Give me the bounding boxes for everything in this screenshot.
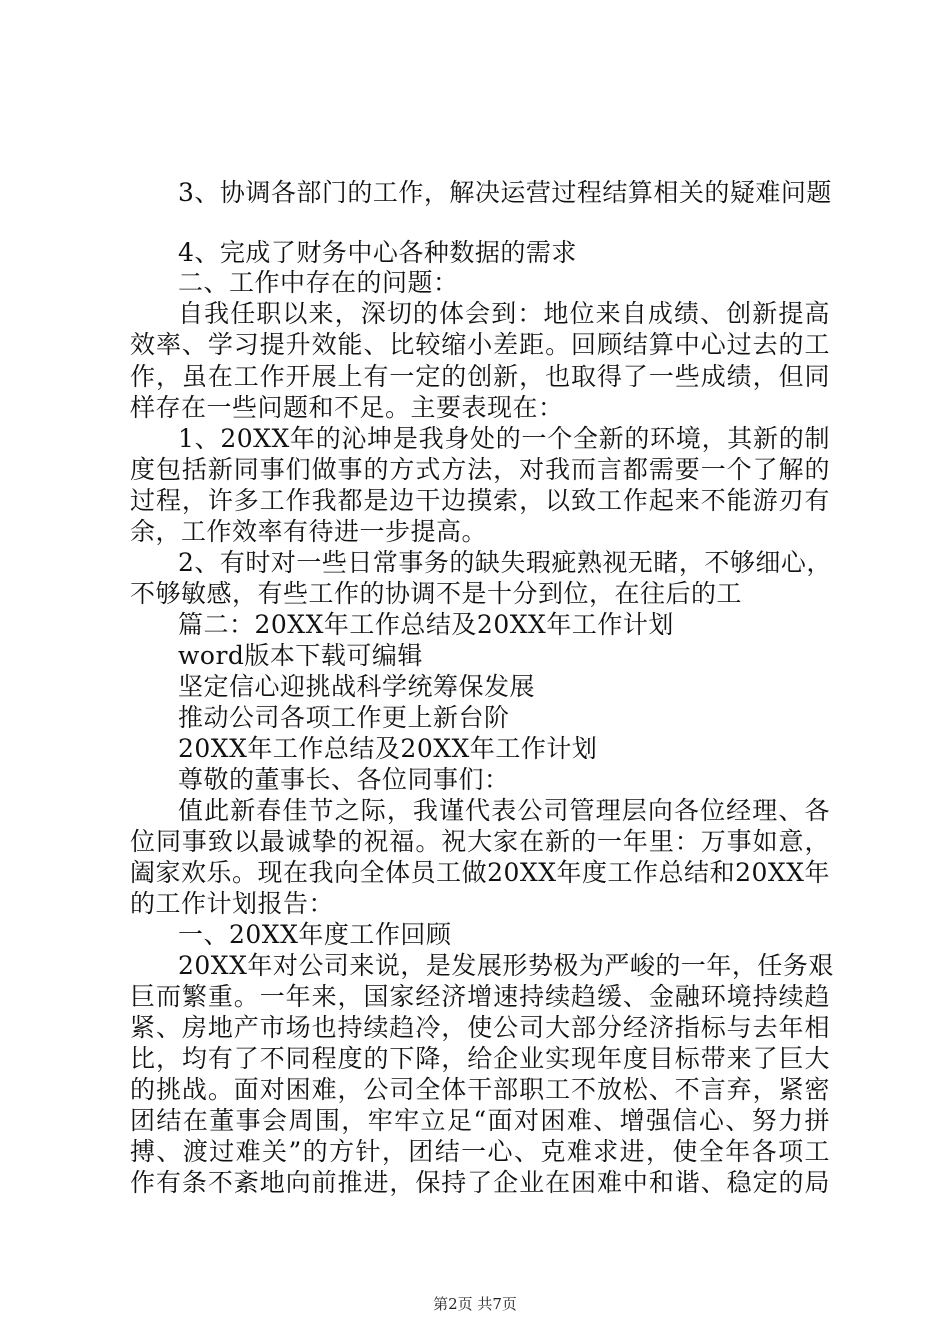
paragraph-line: 团结在董事会周围，牢牢立足“面对困难、增强信心、努力拼 bbox=[130, 1106, 830, 1135]
paragraph-line: 位同事致以最诚挚的祝福。祝大家在新的一年里：万事如意， bbox=[130, 827, 830, 856]
paragraph-line: 作有条不紊地向前推进，保持了企业在困难中和谐、稳定的局 bbox=[130, 1168, 830, 1197]
paragraph-line: 阖家欢乐。现在我向全体员工做20XX年度工作总结和20XX年 bbox=[130, 858, 830, 887]
paragraph-line: 1、20XX年的沁坤是我身处的一个全新的环境，其新的制 bbox=[178, 424, 830, 453]
paragraph-line: 不够敏感，有些工作的协调不是十分到位，在往后的工 bbox=[130, 579, 743, 608]
paragraph-line: 效率、学习提升效能、比较缩小差距。回顾结算中心过去的工 bbox=[130, 330, 830, 359]
paragraph-line: 搏、渡过难关”的方针，团结一心、克难求进，使全年各项工 bbox=[130, 1137, 830, 1166]
paragraph-line: 的工作计划报告： bbox=[130, 889, 335, 918]
paragraph-line: 坚定信心迎挑战科学统筹保发展 bbox=[178, 672, 536, 701]
paragraph-line: 20XX年工作总结及20XX年工作计划 bbox=[178, 734, 598, 763]
section-heading: 篇二：20XX年工作总结及20XX年工作计划 bbox=[178, 610, 674, 639]
paragraph-line: 尊敬的董事长、各位同事们： bbox=[178, 765, 510, 794]
paragraph-line: 余，工作效率有待进一步提高。 bbox=[130, 517, 488, 546]
paragraph-line: 推动公司各项工作更上新台阶 bbox=[178, 703, 510, 732]
section-heading: 二、工作中存在的问题： bbox=[178, 268, 459, 297]
paragraph-line: 的挑战。面对困难，公司全体干部职工不放松、不言弃，紧密 bbox=[130, 1075, 830, 1104]
paragraph-line: 自我任职以来，深切的体会到：地位来自成绩、创新提高 bbox=[178, 299, 830, 328]
paragraph-line: 样存在一些问题和不足。主要表现在： bbox=[130, 393, 564, 422]
paragraph-line: 作，虽在工作开展上有一定的创新，也取得了一些成绩，但同 bbox=[130, 362, 830, 391]
paragraph-line: 值此新春佳节之际，我谨代表公司管理层向各位经理、各 bbox=[178, 796, 830, 825]
paragraph-line: word版本下载可编辑 bbox=[178, 641, 423, 670]
paragraph-line: 度包括新同事们做事的方式方法，对我而言都需要一个了解的 bbox=[130, 455, 830, 484]
paragraph-line: 过程，许多工作我都是边干边摸索，以致工作起来不能游刃有 bbox=[130, 486, 830, 515]
paragraph-line: 20XX年对公司来说，是发展形势极为严峻的一年，任务艰 bbox=[178, 951, 834, 980]
paragraph-line: 2、有时对一些日常事务的缺失瑕疵熟视无睹，不够细心， bbox=[178, 548, 832, 577]
paragraph-line: 4、完成了财务中心各种数据的需求 bbox=[178, 238, 577, 267]
section-heading: 一、20XX年度工作回顾 bbox=[178, 920, 452, 949]
paragraph-line: 巨而繁重。一年来，国家经济增速持续趋缓、金融环境持续趋 bbox=[130, 982, 830, 1011]
page-footer: 第2页 共7页 bbox=[433, 1295, 517, 1313]
paragraph-line: 比，均有了不同程度的下降，给企业实现年度目标带来了巨大 bbox=[130, 1044, 830, 1073]
paragraph-line: 紧、房地产市场也持续趋冷，使公司大部分经济指标与去年相 bbox=[130, 1013, 830, 1042]
paragraph-line: 3、协调各部门的工作，解决运营过程结算相关的疑难问题 bbox=[178, 178, 832, 207]
